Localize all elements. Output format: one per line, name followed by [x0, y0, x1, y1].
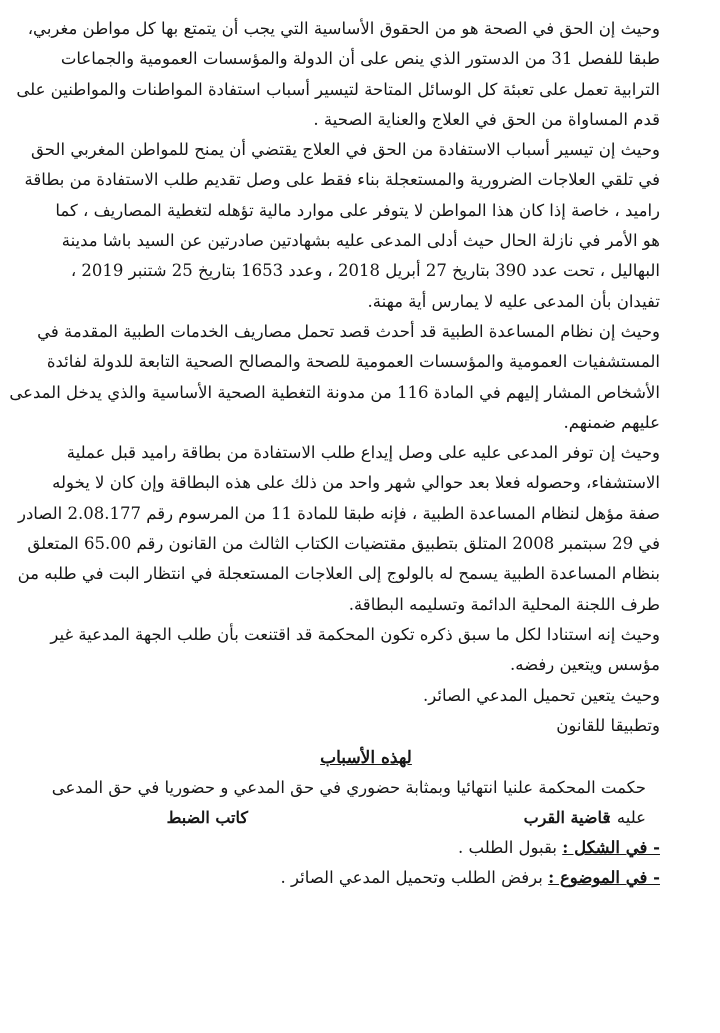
- signature-block: [0, 808, 720, 838]
- text-line: وتطبيقا للقانون: [556, 715, 660, 735]
- text-line: عليهم ضمنهم.: [563, 412, 660, 432]
- text-line: مؤسس ويتعين رفضه.: [509, 655, 660, 675]
- text-line: البهاليل ، تحت عدد 390 بتاريخ 27 أبريل 2018 ، وعدد 1653 بتاريخ 25 شتنبر 2019 ،: [70, 261, 660, 281]
- ruling-label: - في الموضوع :: [548, 868, 660, 888]
- paragraph-ramed-card: [17, 438, 660, 620]
- text-line: وحيث إنه استنادا لكل ما سبق ذكره تكون المحكمة قد اقتنعت بأن طلب الجهة المدعية غير: [50, 624, 660, 644]
- paragraph-treatment-access: [24, 135, 660, 317]
- text-line: المستشفيات العمومية والمؤسسات العمومية للصحة والمصالح الصحية التابعة للدولة لفائدة: [46, 352, 660, 372]
- paragraph-costs: [72, 681, 660, 711]
- ruling-text: بقبول الطلب .: [458, 838, 563, 858]
- text-line: حكمت المحكمة علنيا انتهائيا وبمثابة حضوري في حق المدعي و حضوريا في حق المدعى: [51, 778, 646, 798]
- text-line: طرف اللجنة المحلية الدائمة وتسليمه البطاقة.: [348, 594, 660, 614]
- text-line: راميد ، خاصة إذا كان هذا المواطن لا يتوفر على موارد مالية تؤهله لتغطية المصاريف ، كما: [55, 200, 660, 220]
- text-line: الترابية تعمل على تعبئة كل الوسائل المتاحة لتيسير أسباب استفادة المواطنات والمواطنين على: [16, 79, 660, 99]
- text-line: وحيث إن توفر المدعى عليه على وصل إيداع طلب الاستفادة من بطاقة راميد قبل عملية: [66, 443, 660, 463]
- text-line: وحيث إن تيسير أسباب الاستفادة من الحق في العلاج يقتضي أن يمنح للمواطن المغربي الحق: [31, 140, 660, 160]
- ruling-text: برفض الطلب وتحميل المدعي الصائر .: [280, 868, 549, 888]
- text-line: تفيدان بأن المدعى عليه لا يمارس أية مهنة.: [367, 291, 660, 311]
- text-line: وحيث إن نظام المساعدة الطبية قد أحدث قصد تحمل مصاريف الخدمات الطبية المقدمة في: [37, 321, 660, 341]
- paragraph-conclusion: [50, 620, 660, 681]
- text-line: الاستشفاء، وحصوله فعلا بعد حوالي شهر واحد من ذلك على هذه البطاقة وإن كان لا يخوله: [52, 473, 660, 493]
- section-heading: لهذه الأسباب: [320, 748, 412, 769]
- clerk-signature-label: كاتب الضبط: [166, 808, 248, 827]
- paragraph-right-to-health: [16, 14, 660, 135]
- paragraph-application-of-law: [72, 711, 660, 741]
- paragraph-medical-assistance: [9, 317, 660, 438]
- text-line: طبقا للفصل 31 من الدستور الذي ينص على أن الدولة والمؤسسات العمومية والجماعات: [60, 49, 660, 69]
- text-line: بنظام المساعدة الطبية يسمح له بالولوج إلى العلاجات المستعجلة في انتظار البت في طلبه من: [17, 564, 660, 584]
- text-line: في تلقي العلاجات الضرورية والمستعجلة بناء فقط على وصل تقديم طلب الاستفادة من بطاقة: [24, 170, 660, 190]
- ruling-substance: [72, 863, 660, 893]
- text-line: وحيث يتعين تحميل المدعي الصائر.: [423, 685, 660, 705]
- text-line: عليه :: [606, 808, 646, 828]
- ruling-label: - في الشكل :: [562, 838, 660, 858]
- text-line: في 29 سبتمبر 2008 المتلق بتطبيق مقتضيات الكتاب الثالث من القانون رقم 65.00 المتعلق: [27, 534, 660, 554]
- judge-signature-label: قاضية القرب: [523, 808, 610, 827]
- text-line: صفة مؤهل لنظام المساعدة الطبية ، فإنه طبقا للمادة 11 من المرسوم رقم 2.08.177 الصادر: [17, 503, 660, 523]
- text-line: قدم المساواة من الحق في العلاج والعناية الصحية .: [313, 109, 660, 129]
- text-line: هو الأمر في نازلة الحال حيث أدلى المدعى عليه بشهادتين صادرتين عن السيد باشا مدينة: [61, 231, 660, 251]
- text-line: وحيث إن الحق في الصحة هو من الحقوق الأساسية التي يجب أن يتمتع بها كل مواطن مغربي،: [27, 19, 660, 38]
- text-line: الأشخاص المشار إليهم في المادة 116 من مدونة التغطية الصحية الأساسية والذي يدخل المدعى: [9, 382, 660, 402]
